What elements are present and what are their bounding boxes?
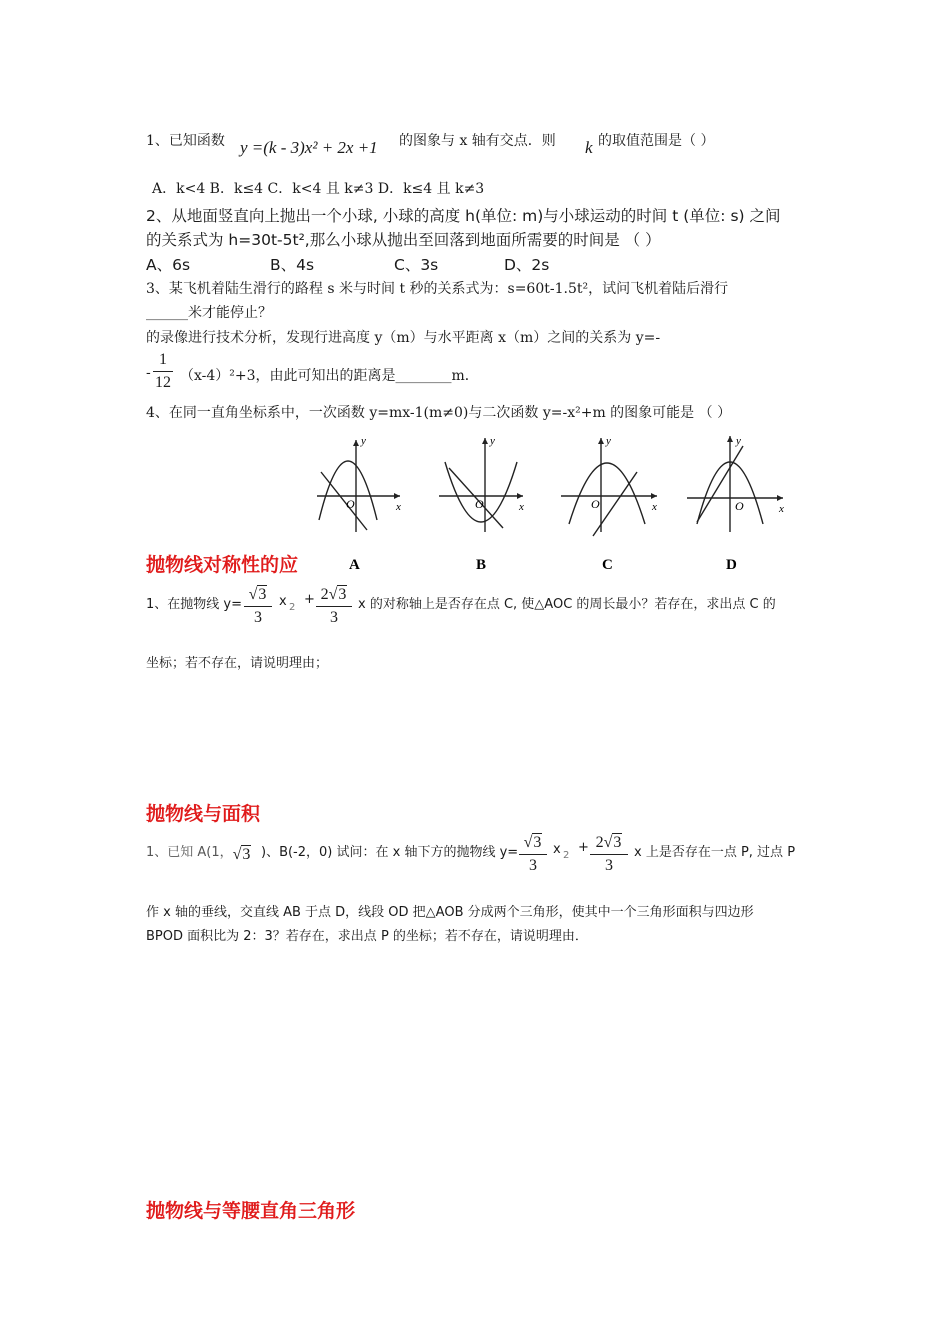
q3-line1: 3、某飞机着陆生滑行的路程 s 米与时间 t 秒的关系式为：s=60t-1.5t²，试问飞机着陆后滑行 xyxy=(146,281,729,297)
q3-neg: - xyxy=(146,365,151,381)
q1-k: k xyxy=(585,138,593,157)
section1-plus: + xyxy=(304,592,315,607)
q2-option-b: B、4s xyxy=(270,256,315,274)
section1-sqrt2: 3 xyxy=(338,586,347,603)
section2-heading: 抛物线与面积 xyxy=(146,803,261,825)
section1-den1: 3 xyxy=(254,609,262,626)
q3-frac-num: 1 xyxy=(159,351,167,368)
q3-line4: （x-4）²+3，由此可知出的距离是________m． xyxy=(180,368,479,384)
graph-b-label: B xyxy=(476,557,487,573)
section2-coef: 2 xyxy=(595,834,604,851)
q1-options: A．k<4 B．k≤4 C．k<4 且 k≠3 D．k≤4 且 k≠3 xyxy=(152,181,485,197)
q3-frac-den: 12 xyxy=(155,374,171,391)
graph-c-origin: O xyxy=(591,497,600,511)
graph-d-origin: O xyxy=(735,499,744,513)
section2-frac2: 2√3 3 xyxy=(590,833,628,875)
section2-den1: 3 xyxy=(529,857,537,874)
section3-heading: 抛物线与等腰直角三角形 xyxy=(146,1200,356,1222)
section2-q-mid: )、B(-2，0) 试问：在 x 轴下方的抛物线 y= xyxy=(261,845,519,860)
q1-prefix: 1、已知函数 xyxy=(146,133,225,149)
section2-sqrt1: 3 xyxy=(533,834,542,851)
graph-a-x-label: x xyxy=(396,501,401,513)
section2-plus: + xyxy=(578,840,589,855)
q1-suffix: 的取值范围是（ ） xyxy=(598,133,715,149)
graph-a-label: A xyxy=(349,557,360,573)
graph-a xyxy=(317,435,401,573)
graph-c-x-label: x xyxy=(652,501,657,513)
q3-fraction xyxy=(153,351,173,392)
q2-option-d: D、2s xyxy=(504,256,550,274)
section1-x: x xyxy=(279,594,287,609)
q1-middle: 的图象与 x 轴有交点．则 xyxy=(399,133,556,149)
section1-den2: 3 xyxy=(330,609,338,626)
section2-sqrt-a-val: 3 xyxy=(242,846,251,863)
q3-line2: ______米才能停止？ xyxy=(146,305,272,321)
graph-b-origin: O xyxy=(475,497,484,511)
section1-coef: 2 xyxy=(320,586,329,603)
section1-frac1: √3 3 xyxy=(244,585,272,627)
section2-x: x xyxy=(553,842,561,857)
section2-sqrt-a: √3 xyxy=(232,846,251,863)
q2-option-c: C、3s xyxy=(394,256,439,274)
section2-sup: 2 xyxy=(563,850,570,861)
section2-frac1: √3 3 xyxy=(519,833,547,875)
q2-option-a: A、6s xyxy=(146,256,191,274)
section2-den2: 3 xyxy=(605,857,613,874)
section1-sup: 2 xyxy=(289,602,296,613)
graph-c-y-label: y xyxy=(606,435,611,447)
section2-line3: BPOD 面积比为 2：3？若存在，求出点 P 的坐标；若不存在，请说明理由． xyxy=(146,929,588,944)
graph-a-y-label: y xyxy=(361,435,366,447)
section1-sqrt1: 3 xyxy=(258,586,267,603)
section1-frac2: 2√3 3 xyxy=(316,585,352,627)
graph-b-y-label: y xyxy=(490,435,495,447)
q2-line1: 2、从地面竖直向上抛出一个小球, 小球的高度 h(单位: m)与小球运动的时间 t (单位: s) 之间 xyxy=(146,207,781,225)
section1-line2: 坐标；若不存在，请说明理由； xyxy=(146,656,329,671)
section2-sqrt2: 3 xyxy=(613,834,622,851)
graph-d-y-label: y xyxy=(736,435,741,447)
q4-graphs xyxy=(305,432,805,576)
graph-a-origin: O xyxy=(346,497,355,511)
graph-c-label: C xyxy=(602,557,613,573)
graph-d xyxy=(687,435,784,573)
graph-c xyxy=(561,435,657,573)
q3-line3: 的录像进行技术分析，发现行进高度 y（m）与水平距离 x（m）之间的关系为 y=- xyxy=(146,330,661,346)
graph-d-label: D xyxy=(726,557,737,573)
q2-line2: 的关系式为 h=30t-5t²,那么小球从抛出至回落到地面所需要的时间是 （ ） xyxy=(146,231,661,249)
section2-line2: 作 x 轴的垂线，交直线 AB 于点 D，线段 OD 把△AOB 分成两个三角形，使其中一个三角形面积与四边形 xyxy=(146,905,754,920)
q4-text: 4、在同一直角坐标系中，一次函数 y=mx-1(m≠0)与二次函数 y=-x²+m 的图象可能是 （ ） xyxy=(146,405,732,421)
section1-q-post: x 的对称轴上是否存在点 C, 使△AOC 的周长最小？若存在，求出点 C 的 xyxy=(358,597,776,612)
graph-b-x-label: x xyxy=(519,501,524,513)
section2-q-post: x 上是否存在一点 P, 过点 P xyxy=(634,845,796,860)
graph-b xyxy=(439,435,524,573)
section1-heading: 抛物线对称性的应 xyxy=(146,554,299,576)
section1-q-pre: 1、在抛物线 y= xyxy=(146,597,242,612)
graph-d-x-label: x xyxy=(779,503,784,515)
section2-q-pre: 1、已知 A(1， xyxy=(146,845,233,860)
q1-formula: y =(k - 3)x² + 2x +1 xyxy=(240,138,378,157)
